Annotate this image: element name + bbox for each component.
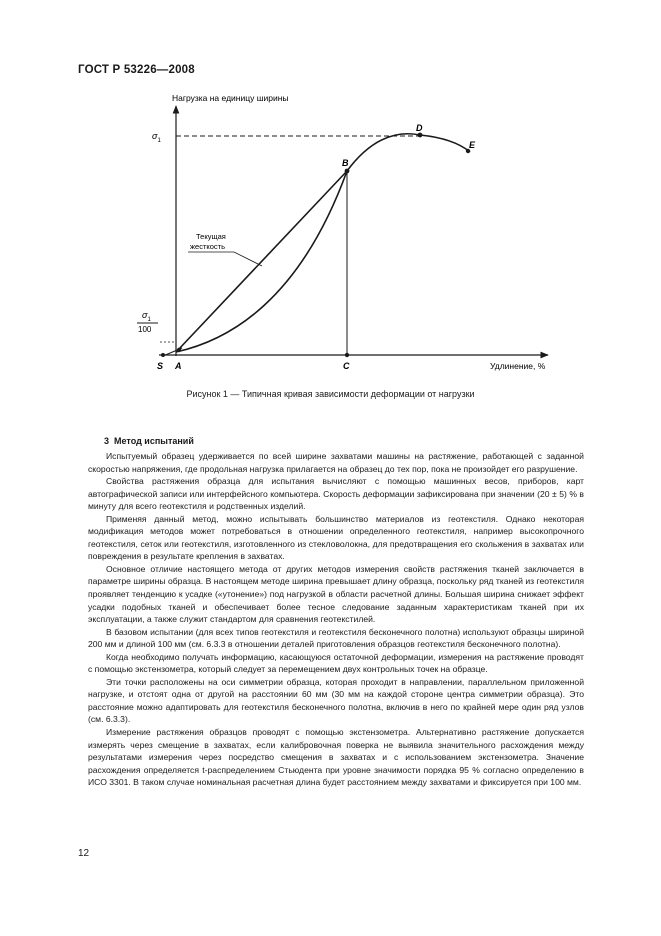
paragraph: Свойства растяжения образца для испытания вычисляют с помощью машинных весов, приборов, карт автографической записи или интерфейсного компьютера. Скорость деформации зафиксирована при значении (20 ± 5) % в минуту для всего геотекстиля и родственных изделий. (88, 476, 584, 512)
section-heading (104, 436, 194, 446)
section-title: Метод испытаний (114, 436, 194, 446)
tangent-stiffness-line (178, 171, 347, 350)
point-a (177, 348, 181, 352)
point-c-label: C (343, 361, 350, 371)
x-axis-label: Удлинение, % (490, 361, 546, 371)
point-b-label: B (342, 158, 349, 168)
point-e-label: E (469, 140, 476, 150)
point-a-label: A (175, 361, 182, 371)
section-number: 3 (104, 436, 110, 446)
paragraph: Испытуемый образец удерживается по всей ширине захватами машины на растяжение, работающей с заданной скоростью напряжения, где продольная нагрузка прилагается на образец до тех пор, пока не произойдет его разрушение. (88, 451, 584, 474)
tangent-label-line1: Текущая (196, 232, 226, 241)
y-axis-label: Нагрузка на единицу ширины (172, 93, 289, 103)
paragraph: Когда необходимо получать информацию, касающуюся остаточной деформации, измерения на растяжение проводят с помощью экстензометра, который следует за перемещением двух контрольных точек на образце. (88, 651, 584, 675)
tangent-label-line2: жесткость (190, 242, 226, 251)
point-c (345, 353, 349, 357)
page-number: 12 (78, 848, 90, 859)
document-code-header: ГОСТ Р 53226—2008 (78, 64, 195, 76)
tangent-label-leader (234, 252, 262, 266)
paragraph: В базовом испытании (для всех типов геотекстиля и геотекстиля бесконечного полотна) используют образцы шириной 200 мм и длиной 100 мм (см. 6.3.3 в отношении деталей приготовления образцов геотекстиля бесконечного полотна). (88, 626, 584, 650)
section-body (88, 450, 584, 789)
sigma1-label: $\sigma_1$ (152, 131, 161, 144)
sigma1-fraction-denominator: 100 (138, 325, 152, 334)
paragraph: Измерение растяжения образцов проводят с помощью экстензометра. Альтернативно растяжение допускается измерять через смещение в захватах, если калибровочная поверка не выявила значительного расхождения между результатами измерения через посредство смещения в захватах и с использованием экстензометра. Значение расхождения определяется t-распределением Стьюдента при уровне значимости порядка 95 % согласно определению в ИСО 3301. В таком случае номинальная расчетная длина будет расстоянием между захватами и фиксируется при 100 мм. (88, 727, 584, 788)
figure-caption: Рисунок 1 — Типичная кривая зависимости деформации от нагрузки (186, 389, 475, 399)
paragraph: Применяя данный метод, можно испытывать большинство материалов из геотекстиля. Однако некоторая модификация методов может потребоваться в отношении определенного геотекстиля, например высокопрочного геотекстиля, сеток или геотекстиля, изготовленного из стекловолокна, для предотвращения его скольжения в захватах или повреждения в результате крепления в захватах. (88, 513, 584, 562)
sigma1-fraction-numerator: $\sigma_1$ (142, 310, 151, 323)
load-elongation-figure (100, 82, 580, 377)
paragraph: Эти точки расположены на оси симметрии образца, которая проходит в направлении, параллельном приложенной нагрузке, и отстоят одна от другой на расстоянии 60 мм (30 мм на каждой стороне центра симметрии образца). Это расстояние можно адаптировать для геотекстиля бесконечного полотна, включив в него по крайней мере один ряд узлов (см. 6.3.3). (88, 676, 584, 725)
point-s (161, 353, 165, 357)
point-s-label: S (157, 361, 164, 371)
point-d-label: D (416, 123, 423, 133)
point-d (418, 133, 423, 138)
paragraph: Основное отличие настоящего метода от других методов измерения свойств растяжения тканей заключается в параметре ширины образца. В настоящем методе ширина превышает длину образца, поскольку ряд тканей из геотекстиля проявляет тенденцию к усадке («утонение») под нагрузкой в области расчетной длины. Большая ширина снижает эффект усадки подобных тканей и обеспечивает более тесное следование заданным характеристикам тканей при их эксплуатации, а также служит стандартом для сравнения геотекстилей. (88, 563, 584, 625)
point-b (345, 169, 350, 174)
